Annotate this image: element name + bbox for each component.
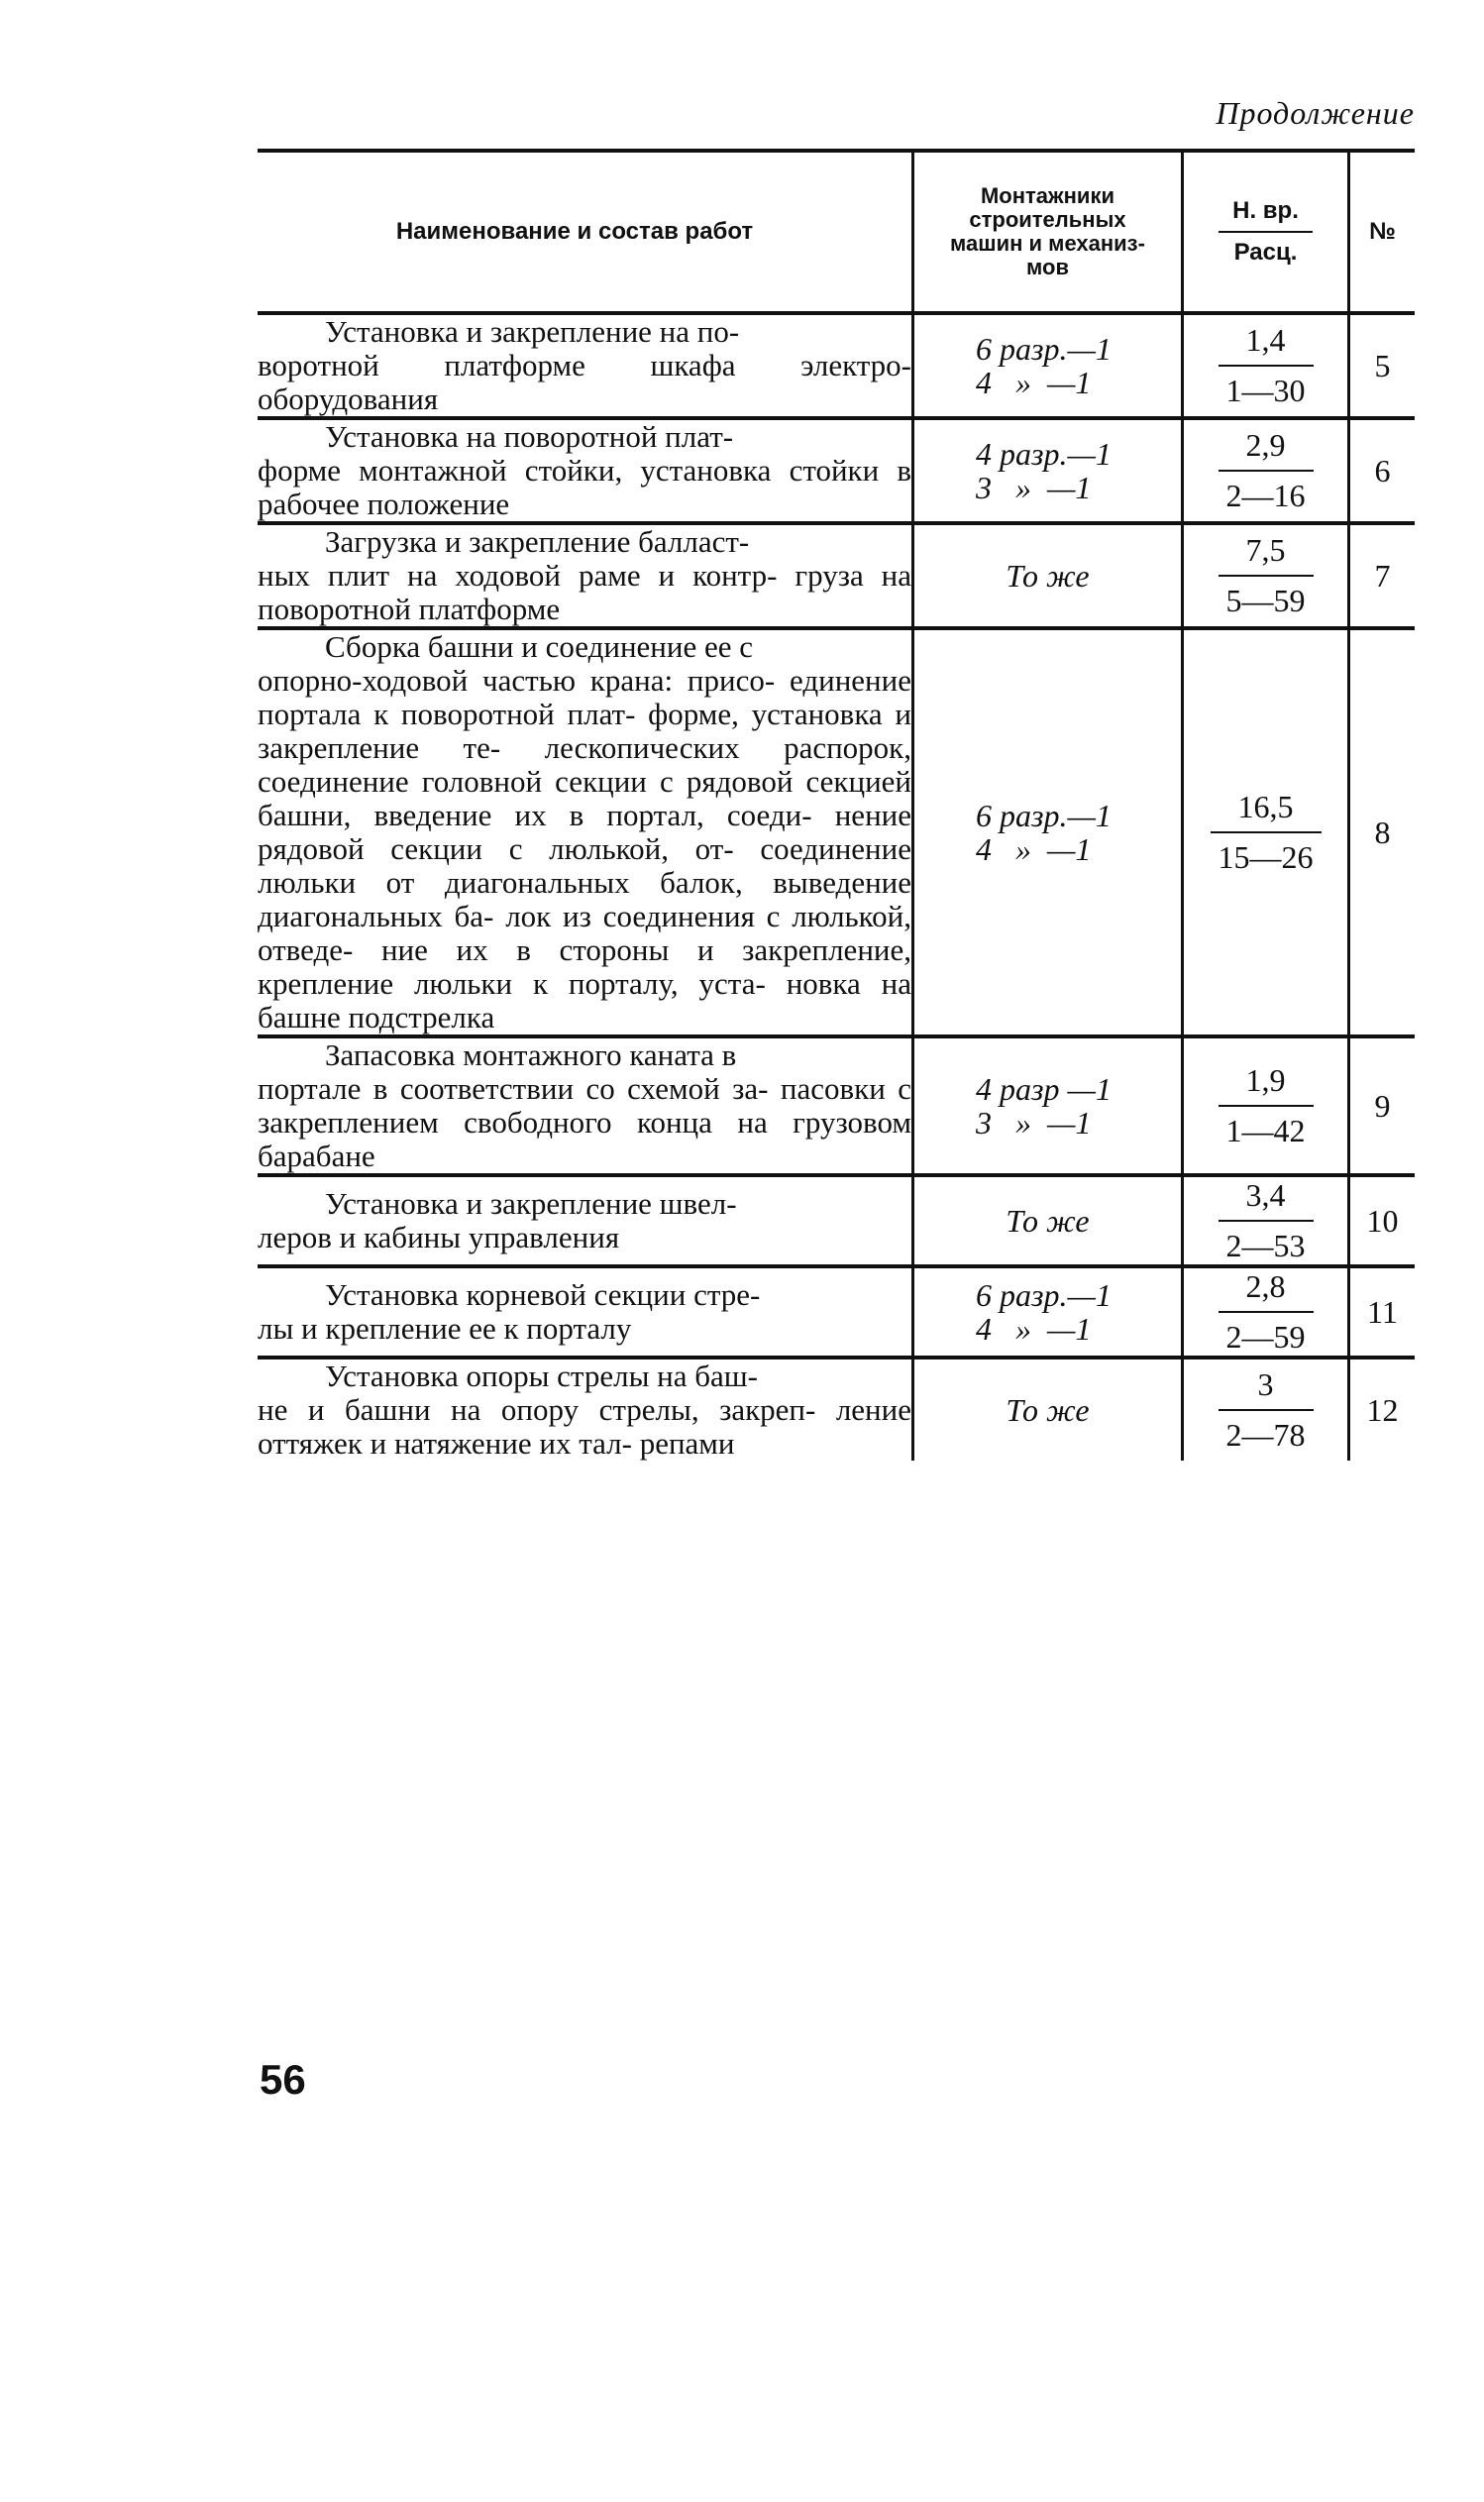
header-row: [258, 153, 1415, 311]
norm-cell: [1181, 630, 1347, 1034]
crew-composition: [911, 420, 1181, 521]
work-description-line: Установка корневой секции стре-: [325, 1277, 761, 1312]
norm-time: 7,5: [1219, 532, 1314, 577]
norm-rate: 2—16: [1225, 478, 1306, 513]
norm-rate: 1—42: [1225, 1113, 1306, 1148]
norm-rate: 2—59: [1225, 1319, 1306, 1355]
norm-fraction: [1219, 322, 1314, 409]
crew-composition: [911, 315, 1181, 416]
norm-time: 2,8: [1219, 1268, 1314, 1313]
norm-fraction: [1219, 532, 1314, 619]
work-description-line: пасовки с закреплением свободного: [258, 1071, 911, 1140]
row-number: 12: [1347, 1360, 1415, 1461]
work-description-line: Установка на поворотной плат-: [325, 419, 734, 454]
row-number: 11: [1347, 1268, 1415, 1356]
work-description-line: оборудования: [258, 381, 439, 416]
crew-composition: [911, 1177, 1181, 1264]
row-number: 6: [1347, 420, 1415, 521]
work-description-line: Установка и закрепление швел-: [325, 1186, 737, 1221]
header-crew: [911, 153, 1181, 311]
norm-cell: [1181, 1360, 1347, 1461]
norm-time: 1,4: [1219, 322, 1314, 367]
header-crew-line: машин и механиз-: [950, 231, 1145, 256]
work-description-line: лок из соединения с люлькой, отведе-: [258, 899, 911, 967]
crew-line: 6 разр.—1: [976, 1277, 1112, 1313]
work-description-line: Загрузка и закрепление балласт-: [325, 524, 750, 559]
row-number: 5: [1347, 315, 1415, 416]
norm-fraction: [1211, 789, 1322, 876]
work-description-line: воротной платформе шкафа электро-: [258, 348, 911, 382]
work-description-line: нение рядовой секции с люлькой, от-: [258, 798, 912, 866]
norm-time: 1,9: [1219, 1062, 1314, 1107]
work-description-line: стойки в рабочее положение: [258, 453, 912, 521]
work-description: [258, 630, 911, 1034]
norm-fraction: [1219, 1062, 1314, 1149]
header-norm-rate: Расц.: [1233, 239, 1298, 266]
work-description: [258, 1360, 911, 1461]
norm-fraction: [1219, 1366, 1314, 1454]
row-number: 9: [1347, 1038, 1415, 1173]
work-description-line: головной секции с рядовой секцией: [421, 764, 912, 799]
row-number: 7: [1347, 525, 1415, 626]
norm-fraction: [1219, 427, 1314, 514]
work-description: [258, 315, 911, 416]
norm-rate: 15—26: [1218, 839, 1314, 875]
norm-cell: [1181, 420, 1347, 521]
work-description-line: башни, введение их в портал, соеди-: [258, 798, 812, 832]
norm-time: 2,9: [1219, 427, 1314, 472]
crew-line: 3 » —1: [976, 1105, 1092, 1141]
work-description-line: не и башни на опору стрелы, закреп-: [258, 1392, 816, 1427]
crew-line: 6 разр.—1: [976, 331, 1112, 367]
work-description-line: Запасовка монтажного каната в: [325, 1037, 737, 1072]
work-description: [258, 1038, 911, 1173]
norm-rate: 5—59: [1225, 583, 1306, 618]
work-description-line: балок, выведение диагональных ба-: [258, 865, 912, 933]
norm-rate: 2—53: [1225, 1228, 1306, 1263]
crew-line: То же: [1006, 1203, 1090, 1239]
row-number: 8: [1347, 630, 1415, 1034]
work-description-line: груза на поворотной платформе: [258, 558, 911, 626]
work-description-line: Сборка башни и соединение ее с: [325, 629, 754, 664]
table-row: [258, 1177, 1415, 1264]
work-description-line: лескопических распорок, соединение: [258, 730, 911, 799]
table-row: [258, 630, 1415, 1034]
crew-line: 6 разр.—1: [976, 798, 1112, 833]
table-row: [258, 1360, 1415, 1461]
crew-line: 3 » —1: [976, 470, 1092, 505]
header-crew-line: Монтажники: [980, 183, 1114, 208]
norms-table: [258, 149, 1415, 1461]
page-number: 56: [260, 2056, 306, 2103]
work-description-line: Установка и закрепление на по-: [325, 314, 740, 349]
header-name: Наименование и состав работ: [395, 218, 754, 245]
work-description-line: единение портала к поворотной плат-: [258, 663, 912, 731]
norm-rate: 2—78: [1225, 1417, 1306, 1453]
work-description-line: ных плит на ходовой раме и контр-: [258, 558, 778, 593]
work-description-line: портале в соответствии со схемой за-: [258, 1071, 769, 1106]
crew-line: 4 » —1: [976, 1311, 1092, 1347]
work-description-line: форме монтажной стойки, установка: [258, 453, 772, 488]
work-description-line: ние их в стороны и закрепление,: [380, 932, 912, 967]
crew-line: 4 разр.—1: [976, 436, 1112, 472]
norm-time: 3,4: [1219, 1177, 1314, 1222]
crew-line: То же: [1006, 558, 1090, 594]
norm-rate: 1—30: [1225, 373, 1306, 408]
crew-line: То же: [1006, 1392, 1090, 1428]
work-description: [258, 525, 911, 626]
work-description: [258, 420, 911, 521]
work-description-line: форме, установка и закрепление те-: [258, 697, 912, 765]
table-row: [258, 1268, 1415, 1356]
work-description-line: ление оттяжек и натяжение их тал-: [258, 1392, 911, 1461]
norm-cell: [1181, 1177, 1347, 1264]
crew-composition: [911, 630, 1181, 1034]
norm-fraction: [1219, 1177, 1314, 1264]
work-description-line: крепление люльки к порталу, уста-: [258, 966, 766, 1001]
crew-line: 4 разр —1: [976, 1071, 1112, 1107]
crew-line: 4 » —1: [976, 831, 1092, 867]
table-row: [258, 315, 1415, 416]
work-description: [258, 1177, 911, 1264]
work-description-line: опорно-ходовой частью крана: присо-: [258, 663, 776, 698]
crew-line: 4 » —1: [976, 365, 1092, 400]
work-description-line: лы и крепление ее к порталу: [258, 1311, 632, 1346]
header-crew-line: строительных: [969, 207, 1126, 232]
work-description-line: леров и кабины управления: [258, 1220, 620, 1254]
work-description-line: соединение люльки от диагональных: [258, 831, 911, 900]
header-num: №: [1347, 153, 1415, 311]
work-description-line: репами: [639, 1426, 735, 1461]
norm-cell: [1181, 1268, 1347, 1356]
header-norm-time: Н. вр.: [1219, 197, 1313, 233]
table-row: [258, 1038, 1415, 1173]
table-row: [258, 525, 1415, 626]
norm-time: 16,5: [1211, 789, 1322, 833]
work-description-line: новка на башне подстрелка: [258, 966, 912, 1034]
norm-cell: [1181, 1038, 1347, 1173]
header-crew-line: мов: [1026, 255, 1069, 279]
crew-composition: [911, 1038, 1181, 1173]
work-description-line: Установка опоры стрелы на баш-: [325, 1359, 758, 1393]
work-description-line: конца на грузовом барабане: [258, 1105, 911, 1173]
continued-label: Продолжение: [1216, 95, 1415, 131]
norm-cell: [1181, 315, 1347, 416]
norm-fraction: [1219, 1268, 1314, 1356]
crew-composition: [911, 525, 1181, 626]
work-description: [258, 1268, 911, 1356]
header-norm: [1181, 153, 1347, 311]
crew-composition: [911, 1360, 1181, 1461]
norm-time: 3: [1219, 1366, 1314, 1411]
row-number: 10: [1347, 1177, 1415, 1264]
norm-cell: [1181, 525, 1347, 626]
crew-composition: [911, 1268, 1181, 1356]
table-row: [258, 420, 1415, 521]
